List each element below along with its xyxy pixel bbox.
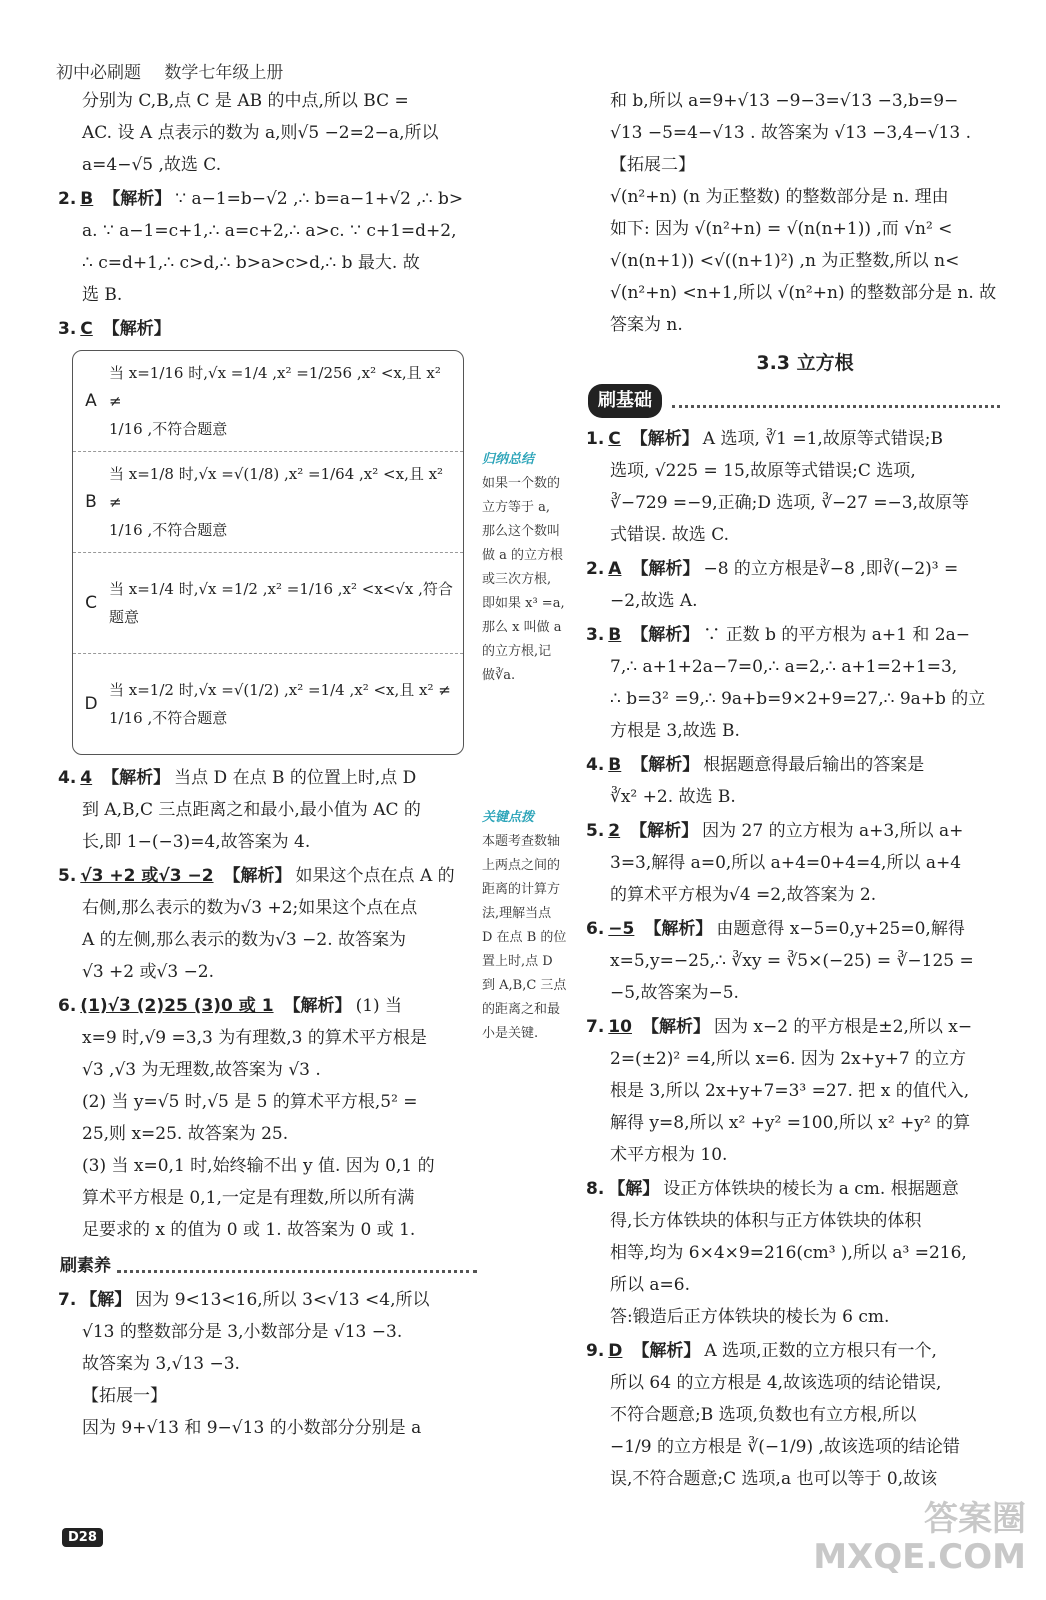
text-line: 到 A,B,C 三点距离之和最小,最小值为 AC 的 <box>82 800 421 820</box>
analysis-tag: 【解析】 <box>632 1341 701 1361</box>
text-line: 25,则 x=25. 故答案为 25. <box>82 1124 289 1144</box>
text-line: √3 +2 或√3 −2. <box>82 962 215 982</box>
sidenote-line: 上两点之间的 <box>482 858 561 873</box>
answer: 10 <box>608 1017 632 1037</box>
question-first-line <box>586 1336 1000 1366</box>
sidenote-line: D 在点 B 的位 <box>482 930 567 945</box>
cube-root-question <box>586 1336 1000 1494</box>
analysis-tag: 【解】 <box>80 1290 132 1310</box>
text-line: x=9 时,√9 =3,3 为有理数,3 的算术平方根是 <box>82 1028 427 1048</box>
question-number: 5. <box>58 866 77 886</box>
answer: (1)√3 (2)25 (3)0 或 1 <box>80 996 274 1016</box>
text-line: ∵ 正数 b 的平方根为 a+1 和 2a− <box>703 625 970 645</box>
analysis-tag: 【解析】 <box>644 919 713 939</box>
cube-root-question <box>586 1174 1000 1332</box>
analysis-tag: 【解析】 <box>630 429 699 449</box>
sidenote-title: 归纳总结 <box>482 452 535 467</box>
question-first-line <box>586 424 1000 454</box>
analysis-tag: 【解析】 <box>630 821 699 841</box>
analysis-tag: 【解析】 <box>102 768 171 788</box>
sidenote-line: 做∛a. <box>482 668 516 683</box>
text-line: 解得 y=8,所以 x² +y² =100,所以 x² +y² 的算 <box>610 1113 971 1133</box>
question-6 <box>58 991 477 1245</box>
cube-root-question <box>586 750 1000 812</box>
question-number: 7. <box>58 1290 77 1310</box>
text-line: 选 B. <box>82 285 123 305</box>
page-header <box>56 58 301 83</box>
analysis-tag: 【解析】 <box>103 189 172 209</box>
watermark-logo <box>813 1500 1026 1576</box>
analysis-tag: 【解析】 <box>641 1017 710 1037</box>
cell-text: 当 x=1/4 时,√x =1/2 ,x² =1/16 ,x² <x<√x ,符合 <box>109 580 453 598</box>
sidenote-line: 如果一个数的 <box>482 476 561 491</box>
cell-text: 当 x=1/16 时,√x =1/4 ,x² =1/256 ,x² <x,且 x² ≠ <box>109 364 441 410</box>
table-row <box>73 552 463 653</box>
left-column <box>58 86 477 1445</box>
question-number: 5. <box>586 821 605 841</box>
text-line: 选项, √225 = 15,故原等式错误;C 选项, <box>610 461 916 481</box>
analysis-tag: 【解析】 <box>631 755 700 775</box>
text-line: √3 ,√3 为无理数,故答案为 √3 . <box>82 1060 321 1080</box>
text-line: 根是 3,所以 2x+y+7=3³ =27. 把 x 的值代入, <box>610 1081 970 1101</box>
question-number: 7. <box>586 1017 605 1037</box>
text-line: 因为 x−2 的平方根是±2,所以 x− <box>713 1017 973 1037</box>
question-number: 2. <box>586 559 605 579</box>
sidenote-line: 置上时,点 D <box>482 954 553 969</box>
right-intro <box>610 86 1000 340</box>
question-first-line <box>586 620 1000 650</box>
text-line: √(n(n+1)) <√((n+1)²) ,n 为正整数,所以 n< <box>610 251 960 271</box>
sidenote-line: 立方等于 a, <box>482 500 551 515</box>
text-line: −8 的立方根是∛−8 ,即∛(−2)³ = <box>703 559 959 579</box>
text-line: 的算术平方根为√4 =2,故答案为 2. <box>610 885 877 905</box>
text-line: 如下: 因为 √(n²+n) = √(n(n+1)) ,而 √n² < <box>610 219 953 239</box>
right-items <box>586 424 1000 1494</box>
question-first-line <box>586 554 1000 584</box>
text-line: √13 的整数部分是 3,小数部分是 √13 −3. <box>82 1322 403 1342</box>
cell-text: 当 x=1/8 时,√x =√(1/8) ,x² =1/64 ,x² <x,且 x² ≠ <box>109 465 444 511</box>
text-line: A 选项,正数的立方根只有一个, <box>704 1341 937 1361</box>
cube-root-question <box>586 816 1000 910</box>
sidenote-line: 的立方根,记 <box>482 644 552 659</box>
cube-root-question <box>586 554 1000 616</box>
text-line: −5,故答案为−5. <box>610 983 739 1003</box>
text-line: ∛x² +2. 故选 B. <box>610 787 736 807</box>
dotted-divider <box>117 1260 477 1273</box>
text-line: −2,故选 A. <box>610 591 698 611</box>
question-number: 6. <box>58 996 77 1016</box>
text-line: A 选项, ∛1 =1,故原等式错误;B <box>702 429 944 449</box>
sidenote-summary <box>482 448 586 688</box>
text-line: 算术平方根是 0,1,一定是有理数,所以所有满 <box>82 1188 415 1208</box>
question-number: 8. <box>586 1179 605 1199</box>
text-line: 右侧,那么表示的数为√3 +2;如果这个点在点 <box>82 898 418 918</box>
answer: B <box>608 625 622 645</box>
text-line: 如果这个点在点 A 的 <box>295 866 455 886</box>
text-line: √(n²+n) (n 为正整数) 的整数部分是 n. 理由 <box>610 187 949 207</box>
page-number: D28 <box>62 1528 103 1547</box>
text-line: 所以 64 的立方根是 4,故该选项的结论错误, <box>610 1373 942 1393</box>
sidenote-line: 或三次方根, <box>482 572 552 587</box>
question-4 <box>58 763 477 857</box>
question-number: 6. <box>586 919 605 939</box>
dotted-divider <box>672 395 1000 408</box>
text-line: x=5,y=−25,∴ ∛xy = ∛5×(−25) = ∛−125 = <box>610 951 974 971</box>
question-number: 1. <box>586 429 605 449</box>
text-line: 术平方根为 10. <box>610 1145 728 1165</box>
option-label: A <box>85 391 97 411</box>
analysis-tag: 【解析】 <box>223 866 292 886</box>
options-table <box>72 350 464 755</box>
sidenote-line: 即如果 x³ =a, <box>482 596 565 611</box>
text-line: 当点 D 在点 B 的位置上时,点 D <box>174 768 417 788</box>
question-5 <box>58 861 477 987</box>
cell-text: 1/16 ,不符合题意 <box>109 709 228 727</box>
text-line: a. ∵ a−1=c+1,∴ a=c+2,∴ a>c. ∵ c+1=d+2, <box>82 221 457 241</box>
option-label: C <box>85 593 97 613</box>
sidenote-line: 距离的计算方 <box>482 882 561 897</box>
left-intro <box>82 86 477 180</box>
text-line: 所以 a=6. <box>610 1275 691 1295</box>
text-line: 长,即 1−(−3)=4,故答案为 4. <box>82 832 311 852</box>
section-badge: 刷基础 <box>588 384 662 418</box>
answer: B <box>608 755 622 775</box>
subsection-header <box>60 1251 477 1281</box>
text-line: 得,长方体铁块的体积与正方体铁块的体积 <box>610 1211 922 1231</box>
watermark-text: MXQE.COM <box>813 1537 1026 1577</box>
sidenote-line: 到 A,B,C 三点 <box>482 978 567 993</box>
text-line: 答案为 n. <box>610 315 683 335</box>
answer: A <box>608 559 622 579</box>
answer: 4 <box>80 768 93 788</box>
cell-text: 1/16 ,不符合题意 <box>109 521 228 539</box>
text-line: (2) 当 y=√5 时,√5 是 5 的算术平方根,5² = <box>82 1092 418 1112</box>
text-line: 因为 27 的立方根为 a+3,所以 a+ <box>702 821 964 841</box>
text-line: ∵ a−1=b−√2 ,∴ b=a−1+√2 ,∴ b> <box>175 189 464 209</box>
table-row <box>73 653 463 754</box>
watermark-text: 答案圈 <box>924 1499 1026 1539</box>
text-line: 分别为 C,B,点 C 是 AB 的中点,所以 BC = <box>82 91 409 111</box>
text-line: 由题意得 x−5=0,y+25=0,解得 <box>716 919 965 939</box>
text-line: 【拓展二】 <box>610 155 695 175</box>
analysis-tag: 【解析】 <box>631 625 700 645</box>
text-line: AC. 设 A 点表示的数为 a,则√5 −2=2−a,所以 <box>82 123 439 143</box>
option-label: D <box>84 694 98 714</box>
text-line: 7,∴ a+1+2a−7=0,∴ a=2,∴ a+1=2+1=3, <box>610 657 958 677</box>
right-column <box>586 86 1000 1496</box>
text-line: 答:锻造后正方体铁块的棱长为 6 cm. <box>610 1307 890 1327</box>
text-line: 故答案为 3,√13 −3. <box>82 1354 240 1374</box>
answer: B <box>80 189 94 209</box>
answer: C <box>80 319 93 339</box>
question-2 <box>58 184 477 310</box>
sidenote-key-point <box>482 806 586 1046</box>
section-title: 3.3 立方根 <box>756 352 854 374</box>
question-first-line <box>586 750 1000 780</box>
text-line: 因为 9<13<16,所以 3<√13 <4,所以 <box>135 1290 430 1310</box>
answer: C <box>608 429 621 449</box>
text-line: 根据题意得最后输出的答案是 <box>703 755 925 775</box>
text-line: √13 −5=4−√13 . 故答案为 √13 −3,4−√13 . <box>610 123 971 143</box>
cube-root-question <box>586 1012 1000 1170</box>
text-line: 2=(±2)² =4,所以 x=6. 因为 2x+y+7 的立方 <box>610 1049 967 1069</box>
table-row <box>73 451 463 552</box>
question-number: 4. <box>586 755 605 775</box>
book-title: 初中必刷题 <box>56 63 141 83</box>
sidenote-line: 法,理解当点 <box>482 906 552 921</box>
question-first-line <box>586 1174 1000 1204</box>
text-line: a=4−√5 ,故选 C. <box>82 155 222 175</box>
cube-root-question <box>586 914 1000 1008</box>
question-3 <box>58 314 477 755</box>
question-first-line <box>586 816 1000 846</box>
text-line: 方根是 3,故选 B. <box>610 721 740 741</box>
text-line: 和 b,所以 a=9+√13 −9−3=√13 −3,b=9− <box>610 91 959 111</box>
question-number: 2. <box>58 189 77 209</box>
answer: D <box>608 1341 623 1361</box>
question-7 <box>58 1285 477 1443</box>
cell-text: 1/16 ,不符合题意 <box>109 420 228 438</box>
subject-title: 数学七年级上册 <box>164 63 284 83</box>
text-line: 不符合题意;B 选项,负数也有立方根,所以 <box>610 1405 917 1425</box>
question-number: 3. <box>58 319 77 339</box>
sidenote-line: 那么这个数叫 <box>482 524 561 539</box>
text-line: 误,不符合题意;C 选项,a 也可以等于 0,故该 <box>610 1469 938 1489</box>
subsection-title: 刷素养 <box>60 1256 111 1276</box>
cell-text: 题意 <box>109 608 140 626</box>
cell-text: 当 x=1/2 时,√x =√(1/2) ,x² =1/4 ,x² <x,且 x² ≠ <box>109 681 451 699</box>
sidenote-line: 做 a 的立方根 <box>482 548 564 563</box>
text-line: 【拓展一】 <box>82 1386 167 1406</box>
sidenote-line: 那么 x 叫做 a <box>482 620 562 635</box>
text-line: ∴ b=3² =9,∴ 9a+b=9×2+9=27,∴ 9a+b 的立 <box>610 689 986 709</box>
answer: √3 +2 或√3 −2 <box>80 866 214 886</box>
analysis-tag: 【解】 <box>608 1179 660 1199</box>
answer: −5 <box>608 919 635 939</box>
text-line: 式错误. 故选 C. <box>610 525 730 545</box>
question-first-line <box>586 1012 1000 1042</box>
analysis-tag: 【解析】 <box>283 996 352 1016</box>
sidenote-line: 的距离之和最 <box>482 1002 561 1017</box>
text-line: ∛−729 =−9,正确;D 选项, ∛−27 =−3,故原等 <box>610 493 970 513</box>
text-line: ∴ c=d+1,∴ c>d,∴ b>a>c>d,∴ b 最大. 故 <box>82 253 420 273</box>
table-row <box>73 351 463 451</box>
text-line: 相等,均为 6×4×9=216(cm³ ),所以 a³ =216, <box>610 1243 967 1263</box>
answer: 2 <box>608 821 621 841</box>
text-line: (1) 当 <box>355 996 403 1016</box>
question-number: 9. <box>586 1341 605 1361</box>
text-line: 设正方体铁块的棱长为 a cm. 根据题意 <box>663 1179 959 1199</box>
analysis-tag: 【解析】 <box>631 559 700 579</box>
sidenote-line: 小是关键. <box>482 1026 539 1041</box>
text-line: A 的左侧,那么表示的数为√3 −2. 故答案为 <box>82 930 407 950</box>
question-number: 4. <box>58 768 77 788</box>
text-line: 足要求的 x 的值为 0 或 1. 故答案为 0 或 1. <box>82 1220 416 1240</box>
cube-root-question <box>586 424 1000 550</box>
cube-root-question <box>586 620 1000 746</box>
analysis-tag: 【解析】 <box>102 319 171 339</box>
text-line: −1/9 的立方根是 ∛(−1/9) ,故该选项的结论错 <box>610 1437 960 1457</box>
question-number: 3. <box>586 625 605 645</box>
text-line: (3) 当 x=0,1 时,始终输不出 y 值. 因为 0,1 的 <box>82 1156 435 1176</box>
section-header <box>588 384 1000 418</box>
option-label: B <box>85 492 97 512</box>
text-line: √(n²+n) <n+1,所以 √(n²+n) 的整数部分是 n. 故 <box>610 283 997 303</box>
question-first-line <box>586 914 1000 944</box>
sidenote-title: 关键点拨 <box>482 810 535 825</box>
sidenote-line: 本题考查数轴 <box>482 834 561 849</box>
text-line: 3=3,解得 a=0,所以 a+4=0+4=4,所以 a+4 <box>610 853 962 873</box>
text-line: 因为 9+√13 和 9−√13 的小数部分分别是 a <box>82 1418 422 1438</box>
